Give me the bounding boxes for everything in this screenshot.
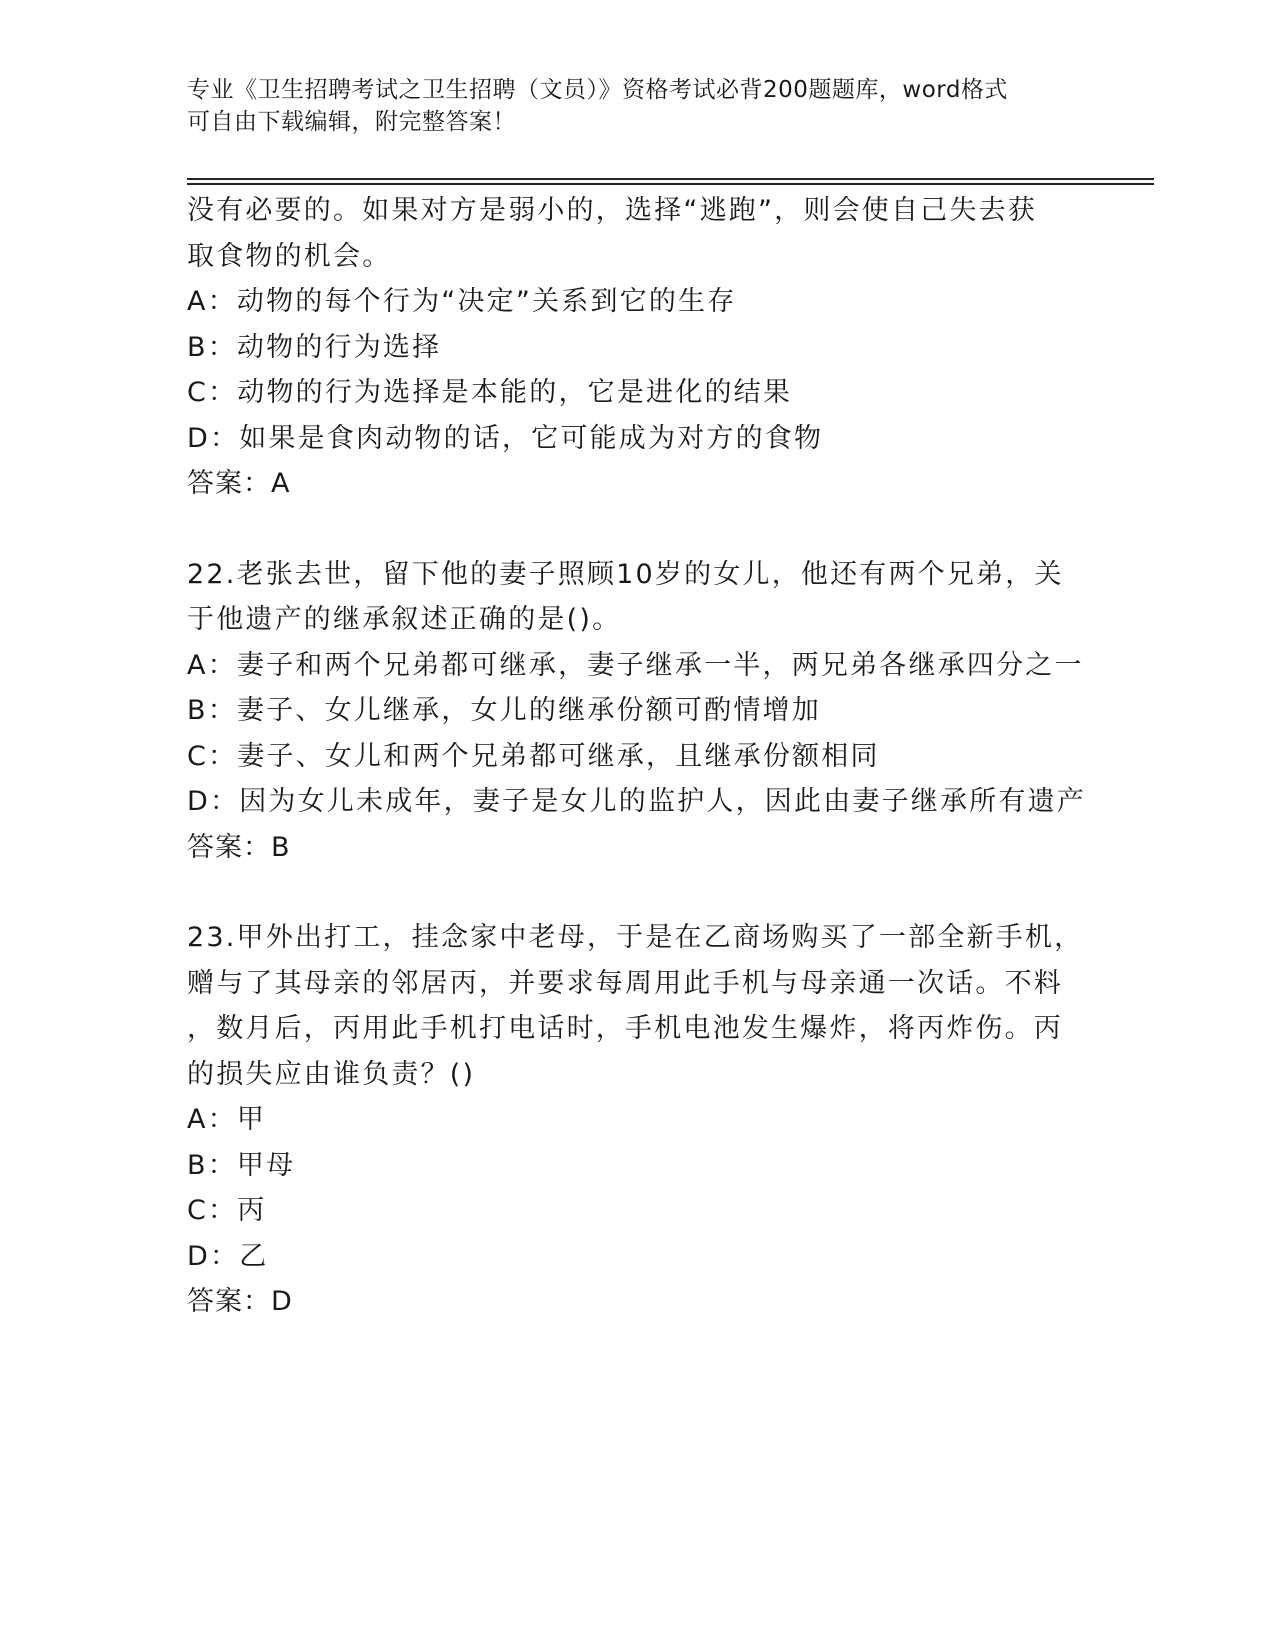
option-a: A：甲 [187, 1104, 267, 1135]
option-b: B：妻子、女儿继承，女儿的继承份额可酌情增加 [187, 695, 821, 726]
option-d: D：如果是食肉动物的话，它可能成为对方的食物 [187, 422, 824, 454]
header-divider-top [187, 178, 1154, 180]
answer-text: 答案：B [187, 831, 291, 863]
question-stem-line: 的损失应由谁负责？() [187, 1058, 476, 1090]
question-spacer [187, 507, 1087, 552]
header-title-line-2: 可自由下载编辑，附完整答案！ [187, 109, 516, 135]
question-stem-line: 22.老张去世，留下他的妻子照顾10岁的女儿，他还有两个兄弟，关 [187, 558, 1064, 590]
question-stem-line: 没有必要的。如果对方是弱小的，选择“逃跑”，则会使自己失去获 [187, 195, 1037, 226]
question-spacer [187, 870, 1087, 915]
option-c: C：丙 [187, 1195, 267, 1226]
option-a: A：妻子和两个兄弟都可继承，妻子继承一半，两兄弟各继承四分之一 [187, 649, 1084, 681]
question-stem-line: ，数月后，丙用此手机打电话时，手机电池发生爆炸，将丙炸伤。丙 [187, 1013, 1063, 1044]
question-stem-line: 取食物的机会。 [187, 240, 392, 272]
option-c: C：动物的行为选择是本能的，它是进化的结果 [187, 377, 793, 408]
document-header [187, 74, 1087, 138]
option-d: D：乙 [187, 1240, 269, 1272]
header-divider-bottom [187, 183, 1154, 185]
option-a: A：动物的每个行为“决定”关系到它的生存 [187, 286, 737, 317]
option-b: B：动物的行为选择 [187, 331, 442, 363]
option-b: B：甲母 [187, 1149, 296, 1181]
answer-text: 答案：A [187, 468, 291, 499]
question-stem-line: 23.甲外出打工，挂念家中老母，于是在乙商场购买了一部全新手机， [187, 922, 1084, 953]
question-content [187, 188, 1087, 1325]
question-23 [187, 915, 1087, 1325]
option-c: C：妻子、女儿和两个兄弟都可继承，且继承份额相同 [187, 740, 880, 772]
question-stem-line: 赠与了其母亲的邻居丙，并要求每周用此手机与母亲通一次话。不料 [187, 967, 1063, 999]
question-22 [187, 552, 1087, 871]
question-stem-line: 于他遗产的继承叙述正确的是()。 [187, 604, 622, 635]
option-d: D：因为女儿未成年，妻子是女儿的监护人，因此由妻子继承所有遗产 [187, 786, 1086, 817]
header-title-line-1: 专业《卫生招聘考试之卫生招聘（文员）》资格考试必背200题题库，word格式 [187, 77, 1008, 103]
answer-text: 答案：D [187, 1286, 293, 1317]
question-21 [187, 188, 1087, 507]
